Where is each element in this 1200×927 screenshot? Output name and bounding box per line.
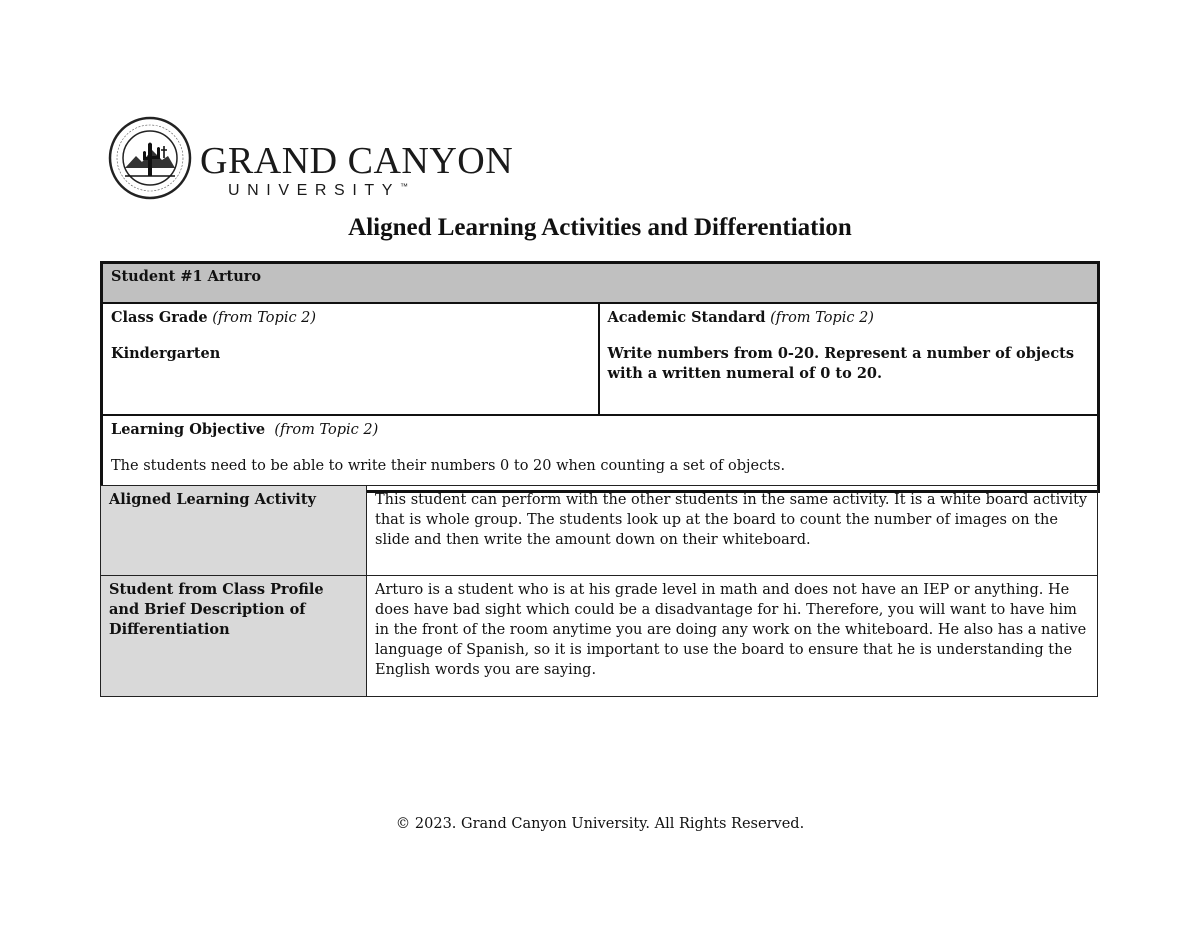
table-row	[101, 576, 1098, 697]
student-info-table	[100, 261, 1100, 493]
university-seal-icon	[108, 116, 192, 200]
logo-wordmark	[200, 142, 513, 200]
logo-subtitle	[228, 182, 513, 200]
table-row	[101, 486, 1098, 576]
learning-objective-note: (from Topic 2)	[274, 422, 379, 438]
class-grade-note: (from Topic 2)	[212, 310, 317, 326]
class-grade-value: Kindergarten	[111, 345, 221, 362]
aligned-activity-text: This student can perform with the other students in the same activity. It is a white board activity that is whole group. The students look up at the board to count the number of images on the slide and then write the amount down on their whiteboard.	[367, 486, 1098, 576]
class-grade-cell	[102, 303, 599, 415]
learning-objective-label: Learning Objective	[111, 421, 266, 438]
university-logo	[108, 116, 514, 202]
student-header: Student #1 Arturo	[111, 268, 262, 285]
student-header-row	[102, 263, 1099, 304]
student-header-cell	[102, 263, 1099, 304]
logo-name: GRAND CANYON	[200, 140, 514, 182]
academic-standard-cell	[599, 303, 1099, 415]
copyright-footer: © 2023. Grand Canyon University. All Rights Reserved.	[395, 816, 805, 832]
differentiation-label: Student from Class Profile and Brief Description of Differentiation	[101, 576, 367, 697]
activity-table	[100, 485, 1098, 697]
logo-trademark: ™	[400, 182, 409, 191]
aligned-activity-label: Aligned Learning Activity	[101, 486, 367, 576]
learning-objective-cell	[102, 415, 1099, 492]
learning-objective-value: The students need to be able to write their numbers 0 to 20 when counting a set of objects.	[111, 458, 786, 474]
class-grade-label: Class Grade	[111, 309, 208, 326]
learning-objective-row	[102, 415, 1099, 492]
differentiation-text: Arturo is a student who is at his grade level in math and does not have an IEP or anything. He does have bad sight which could be a disadvantage for hi. Therefore, you will want to have him in the front of the room anytime you are doing any work on the whiteboard. He also has a native language of Spanish, so it is important to use the board to ensure that he is understanding the English words you are saying.	[367, 576, 1098, 697]
logo-subtitle-text: UNIVERSITY	[228, 182, 401, 199]
academic-standard-note: (from Topic 2)	[770, 310, 874, 326]
grade-standard-row	[102, 303, 1099, 415]
academic-standard-value: Write numbers from 0-20. Represent a number of objects with a written numeral of 0 to 20.	[607, 345, 1075, 382]
academic-standard-label: Academic Standard	[607, 309, 766, 326]
page-title: Aligned Learning Activities and Differentiation	[348, 214, 852, 241]
